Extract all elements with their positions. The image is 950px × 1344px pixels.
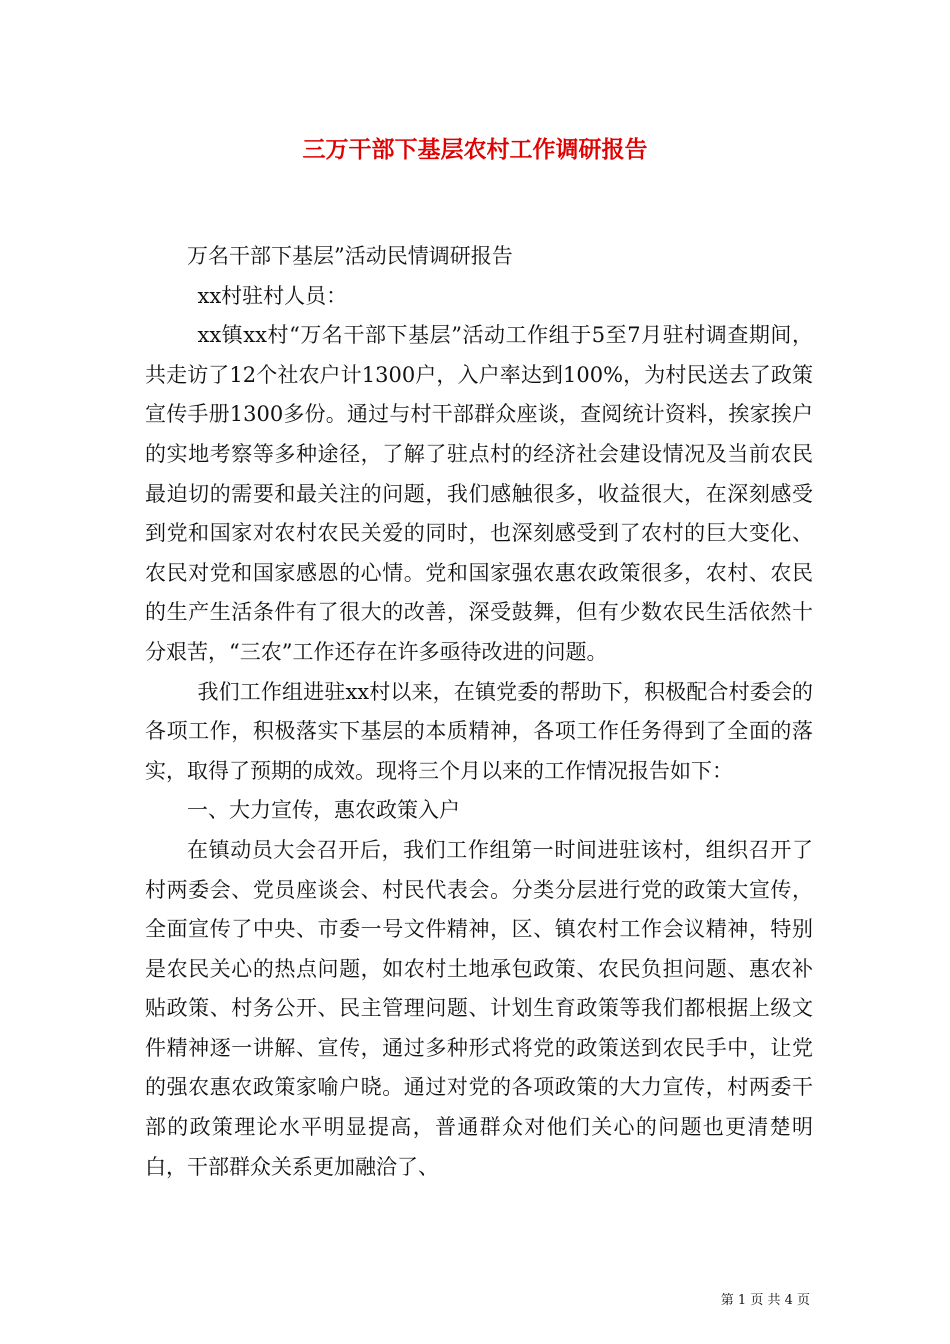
paragraph-section-1: 在镇动员大会召开后，我们工作组第一时间进驻该村，组织召开了村两委会、党员座谈会、村民代表会。分类分层进行党的政策大宣传，全面宣传了中央、市委一号文件精神，区、镇农村工作会议精神，特别是农民关心的热点问题，如农村土地承包政策、农民负担问题、惠农补贴政策、村务公开、民主管理问题、计划生育政策等我们都根据上级文件精神逐一讲解、宣传，通过多种形式将党的政策送到农民手中，让党的强农惠农政策家喻户晓。通过对党的各项政策的大力宣传，村两委干部的政策理论水平明显提高，普通群众对他们关心的问题也更清楚明白，干部群众关系更加融洽了、 [145, 837, 813, 1179]
paragraph-work-summary: 我们工作组进驻xx村以来，在镇党委的帮助下，积极配合村委会的各项工作，积极落实下基层的本质精神，各项工作任务得到了全面的落实，取得了预期的成效。现将三个月以来的工作情况报告如下： [145, 679, 813, 783]
page-number: 第 1 页 共 4 页 [720, 1293, 810, 1308]
paragraph-addressee: xx村驻村人员： [197, 283, 348, 308]
section-heading-1: 一、大力宣传，惠农政策入户 [187, 798, 460, 823]
document-body [145, 237, 813, 1187]
document-title: 三万干部下基层农村工作调研报告 [302, 137, 648, 163]
paragraph-intro: xx镇xx村“万名干部下基层”活动工作组于5至7月驻村调查期间，共走访了12个社农户计1300户，入户率达到100%，为村民送去了政策宣传手册1300多份。通过与村干部群众座谈，查阅统计资料，挨家挨户的实地考察等多种途径，了解了驻点村的经济社会建设情况及当前农民最迫切的需要和最关注的问题，我们感触很多，收益很大，在深刻感受到党和国家对农村农民关爱的同时，也深刻感受到了农村的巨大变化、农民对党和国家感恩的心情。党和国家强农惠农政策很多，农村、农民的生产生活条件有了很大的改善，深受鼓舞，但有少数农民生活依然十分艰苦，“三农”工作还存在许多亟待改进的问题。 [145, 323, 813, 664]
paragraph-subtitle: 万名干部下基层”活动民情调研报告 [187, 244, 513, 268]
